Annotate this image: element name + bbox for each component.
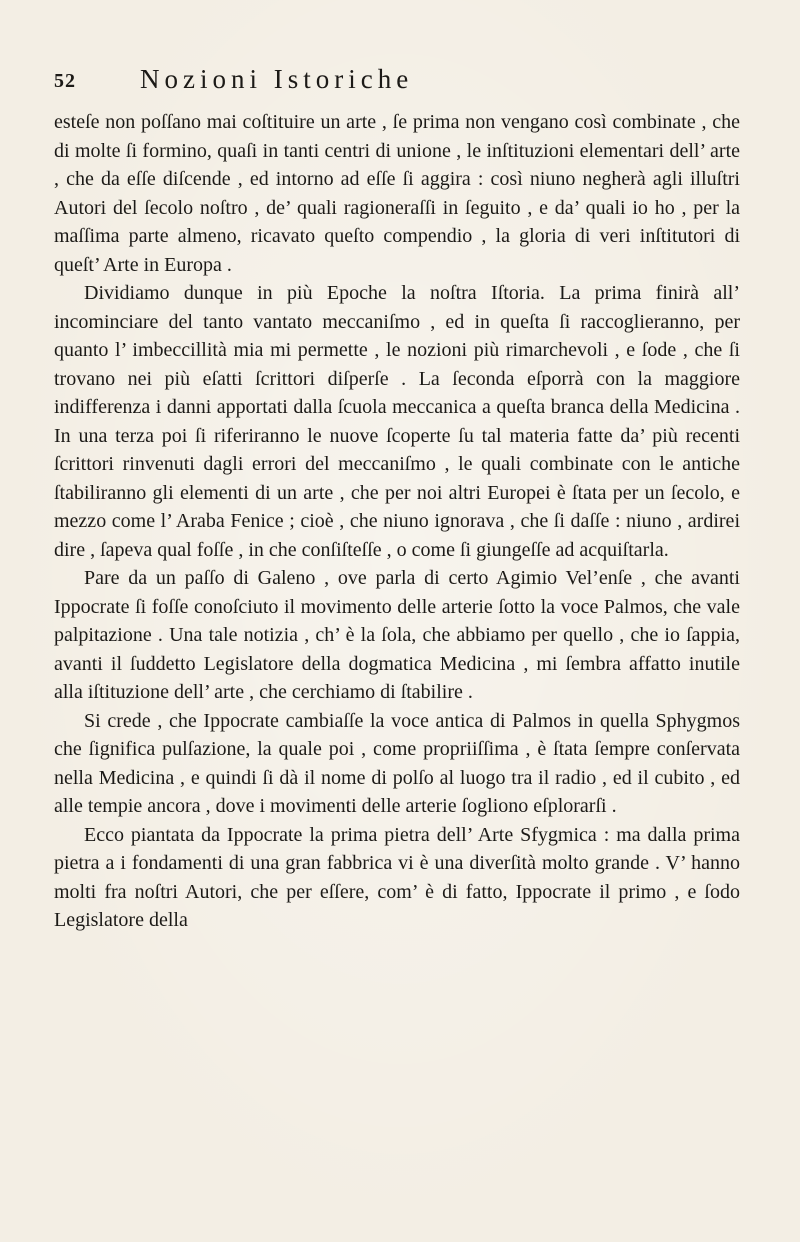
running-title: Nozioni Istoriche <box>140 64 414 94</box>
paragraph-sphygmos: Si crede , che Ippocrate cambiaſſe la voce antica di Palmos in quella Sphygmos che ſignifica pulſazione, la quale poi , come propriiſſima , è ſtata ſempre conſervata nella Medicina , e quindi ſi dà il nome di polſo al luogo tra il radio , ed il cubito , ed alle tempie ancora , dove i movimenti delle arterie ſogliono eſplorarſi . <box>54 709 740 817</box>
paragraph-galen: Pare da un paſſo di Galeno , ove parla di certo Agimio Vel’enſe , che avanti Ippocrate ſi foſſe conoſciuto il movimento delle arterie ſotto la voce Palmos, che vale palpitazione . Una tale notizia , ch’ è la ſola, che abbiamo per quello , che io ſappia, avanti il ſuddetto Legislatore della dogmatica Medicina , mi ſembra affatto inutile alla iſtituzione dell’ arte , che cerchiamo di ſtabilire . <box>54 567 740 703</box>
body-text <box>54 108 740 935</box>
page-number: 52 <box>54 70 76 92</box>
running-head <box>54 64 734 96</box>
paragraph-first-stone: Ecco piantata da Ippocrate la prima pietra dell’ Arte Sfygmica : ma dalla prima pietra a i fondamenti di una gran fabbrica vi è una diverſità molto grande . V’ hanno molti fra noſtri Autori, che per eſſere, com’ è di fatto, Ippocrate il primo , e ſodo Legislatore della <box>54 823 740 931</box>
paragraph-continuation: esteſe non poſſano mai coſtituire un arte , ſe prima non vengano così combinate , che di molte ſi formino, quaſi in tanti centri di unione , le inſtituzioni elementari dell’ arte , che da eſſe diſcende , ed intorno ad eſſe ſi aggira : così niuno negherà agli illuſtri Autori del ſecolo noſtro , de’ quali ragioneraſſi in ſeguito , e da’ quali io ho , per la maſſima parte almeno, ricavato queſto compendio , la gloria di veri inſtitutori di queſt’ Arte in Europa . <box>54 111 740 276</box>
paragraph-epochs: Dividiamo dunque in più Epoche la noſtra Iſtoria. La prima finirà all’ incominciare del tanto vantato meccaniſmo , ed in queſta ſi raccoglieranno, per quanto l’ imbeccillità mia mi permette , le nozioni più rimarchevoli , e ſode , che ſi trovano nei più eſatti ſcrittori diſperſe . La ſeconda eſporrà con la maggiore indifferenza i danni apportati dalla ſcuola meccanica a queſta branca della Medicina . In una terza poi ſi riferiranno le nuove ſcoperte ſu tal materia fatte da’ più recenti ſcrittori rinvenuti dagli errori del meccaniſmo , le quali combinate con le antiche ſtabiliranno gli elementi di un arte , che per noi altri Europei è ſtata per un ſecolo, e mezzo come l’ Araba Fenice ; cioè , che niuno ignorava , che ſi daſſe : niuno , ardirei dire , ſapeva qual foſſe , in che conſiſteſſe , o come ſi giungeſſe ad acquiſtarla. <box>54 282 740 561</box>
